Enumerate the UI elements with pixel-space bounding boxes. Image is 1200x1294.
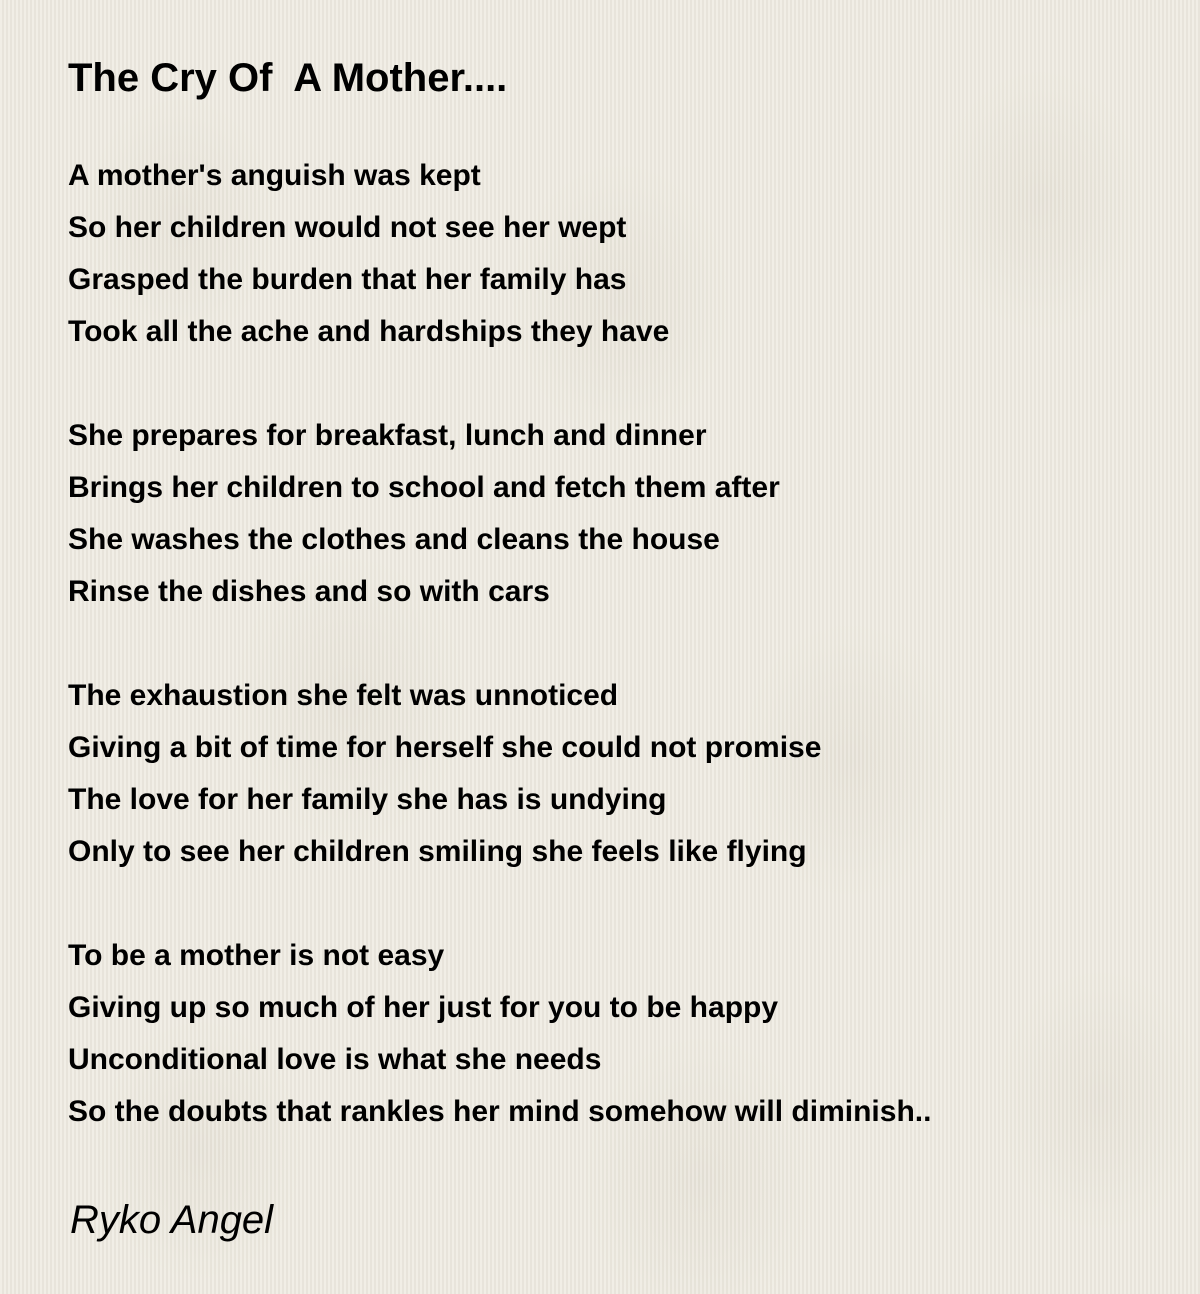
poem-line: Giving a bit of time for herself she could not promise <box>68 731 822 764</box>
stanza-3 <box>68 670 1148 878</box>
poem-line: The love for her family she has is undying <box>68 783 667 816</box>
poem-line: Rinse the dishes and so with cars <box>68 575 550 608</box>
stanza-4 <box>68 930 1148 1138</box>
poem-line: A mother's anguish was kept <box>68 159 481 192</box>
poem-line: The exhaustion she felt was unnoticed <box>68 679 619 712</box>
poem-title: The Cry Of A Mother.... <box>68 56 508 100</box>
poem-line: She washes the clothes and cleans the house <box>68 523 720 556</box>
poem-line: So the doubts that rankles her mind somehow will diminish.. <box>68 1095 932 1128</box>
stanza-2 <box>68 410 1148 618</box>
poem-line: Giving up so much of her just for you to be happy <box>68 991 779 1024</box>
poem-body <box>68 150 1148 1190</box>
poem-line: So her children would not see her wept <box>68 211 627 244</box>
stanza-1 <box>68 150 1148 358</box>
poem-line: To be a mother is not easy <box>68 939 445 972</box>
poem-line: Only to see her children smiling she feels like flying <box>68 835 807 868</box>
poem-line: Took all the ache and hardships they have <box>68 315 670 348</box>
poem-line: Brings her children to school and fetch them after <box>68 471 780 504</box>
poem-author: Ryko Angel <box>70 1198 274 1242</box>
poem-line: Grasped the burden that her family has <box>68 263 627 296</box>
poem-line: She prepares for breakfast, lunch and dinner <box>68 419 707 452</box>
poem-line: Unconditional love is what she needs <box>68 1043 602 1076</box>
